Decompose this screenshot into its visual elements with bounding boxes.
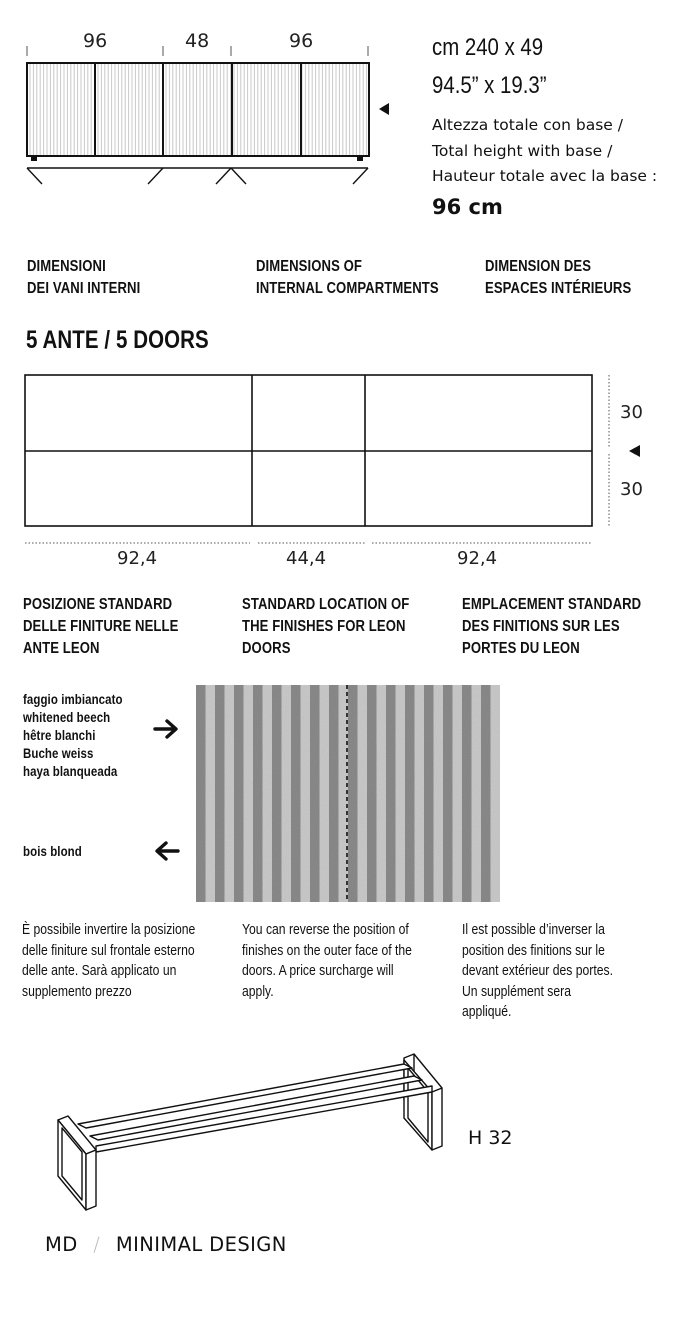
note-line: finishes on the outer face of the xyxy=(242,942,412,959)
heading-line: DEI VANI INTERNI xyxy=(27,280,141,297)
heading-line: DELLE FINITURE NELLE xyxy=(23,618,179,635)
height-value: 96 cm xyxy=(432,195,503,219)
note-line: devant extérieur des portes. xyxy=(462,963,613,979)
heading-line: DIMENSIONS OF xyxy=(256,258,363,275)
heading-line: EMPLACEMENT STANDARD xyxy=(462,596,642,613)
height-label-en: Total height with base / xyxy=(432,141,613,160)
compartment-height-top: 30 xyxy=(620,402,643,423)
heading-line: ESPACES INTÉRIEURS xyxy=(485,280,632,297)
compartment-width-center: 44,4 xyxy=(286,548,327,569)
base-height-label: H 32 xyxy=(468,1127,513,1149)
heading-line: POSIZIONE STANDARD xyxy=(23,596,173,613)
overall-dimensions-cm: cm 240 x 49 xyxy=(432,34,544,61)
note-line: delle ante. Sarà applicato un xyxy=(22,963,177,979)
compartment-width-right: 92,4 xyxy=(457,548,498,569)
heading-line: DIMENSIONI xyxy=(27,258,106,275)
heading-line: DOORS xyxy=(242,640,291,657)
module-width-2: 48 xyxy=(185,30,210,52)
finish-name: hêtre blanchi xyxy=(23,727,96,743)
brand-separator: / xyxy=(93,1233,101,1256)
finish-name: faggio imbiancato xyxy=(23,691,123,707)
brand-code: MD xyxy=(45,1233,78,1256)
heading-line: THE FINISHES FOR LEON xyxy=(242,618,406,635)
height-label-fr: Hauteur totale avec la base : xyxy=(432,167,658,185)
compartment-width-left: 92,4 xyxy=(117,548,158,569)
note-line: position des finitions sur le xyxy=(462,942,605,959)
finish-name: Buche weiss xyxy=(23,745,94,761)
note-line: appliqué. xyxy=(462,1004,512,1020)
height-label-it: Altezza totale con base / xyxy=(432,116,623,134)
heading-line: ANTE LEON xyxy=(23,640,100,657)
brand-name: MINIMAL DESIGN xyxy=(115,1233,287,1256)
doors-title: 5 ANTE / 5 DOORS xyxy=(26,326,209,354)
brand-footer xyxy=(45,1233,287,1256)
note-line: Il est possible d’inverser la xyxy=(462,922,605,938)
note-line: È possibile invertire la posizione xyxy=(22,922,196,938)
heading-line: STANDARD LOCATION OF xyxy=(242,596,410,613)
note-line: Un supplément sera xyxy=(462,983,572,1000)
note-line: apply. xyxy=(242,983,274,1000)
heading-line: PORTES DU LEON xyxy=(462,640,580,657)
overall-dimensions-inch: 94.5” x 19.3” xyxy=(432,72,547,99)
heading-line: DES FINITIONS SUR LES xyxy=(462,618,620,635)
note-line: supplemento prezzo xyxy=(22,983,132,1000)
module-width-3: 96 xyxy=(289,30,314,52)
finish-inner-label: bois blond xyxy=(23,843,82,859)
module-width-1: 96 xyxy=(83,30,108,52)
finish-name: whitened beech xyxy=(23,709,111,725)
note-line: delle finiture sul frontale esterno xyxy=(22,942,195,959)
heading-line: DIMENSION DES xyxy=(485,258,592,275)
note-line: doors. A price surcharge will xyxy=(242,963,394,979)
finish-name: haya blanqueada xyxy=(23,763,118,779)
compartment-height-bottom: 30 xyxy=(620,479,643,500)
heading-line: INTERNAL COMPARTMENTS xyxy=(256,280,439,297)
note-line: You can reverse the position of xyxy=(242,922,409,938)
